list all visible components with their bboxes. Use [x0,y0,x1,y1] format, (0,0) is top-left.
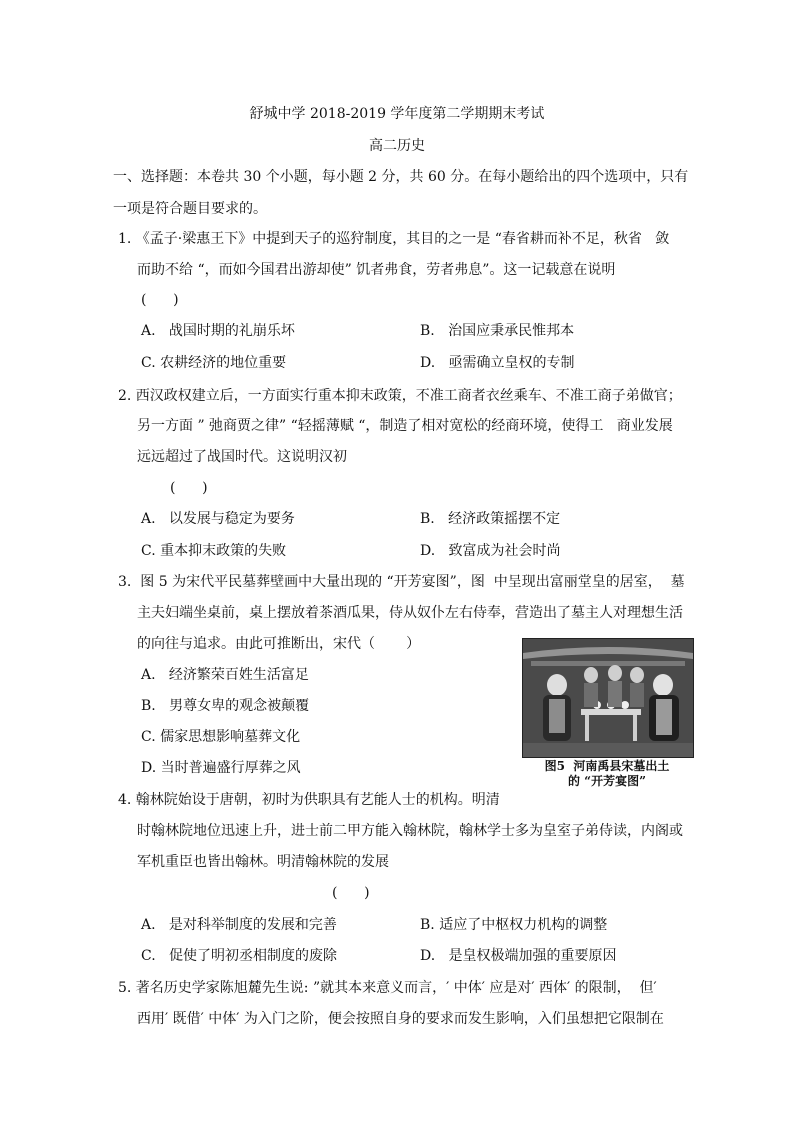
q3-stem-line2: 主夫妇端坐桌前，桌上摆放着茶酒瓜果，侍从奴仆左右侍奉，营造出了墓主人对理想生活 [137,605,683,621]
mural-illustration [523,639,693,757]
q4-option-c[interactable]: C. 促使了明初丞相制度的废除 [141,948,338,964]
q3-option-c[interactable]: C. 儒家思想影响墓葬文化 [141,729,301,745]
q2-option-a[interactable]: A. 以发展与稳定为要务 [141,511,295,527]
figure-caption-line2: 的 “开芳宴图” [568,774,646,788]
q5-stem-line2: 西用′ 既借′ 中体′ 为入门之阶，便会按照自身的要求而发生影响，入们虽想把它限制在 [137,1011,664,1027]
q3-option-a[interactable]: A. 经济繁荣百姓生活富足 [141,667,309,683]
q1-answer-paren: ( ) [141,292,179,308]
tomb-mural-image [522,638,694,758]
q4-option-d[interactable]: D. 是皇权极端加强的重要原因 [420,948,617,964]
q1-option-a[interactable]: A. 战国时期的礼崩乐坏 [141,323,295,339]
section-instructions-line2: 一项是符合题目要求的。 [113,201,267,217]
q2-option-c[interactable]: C. 重本抑末政策的失败 [141,543,287,559]
q4-stem-line2: 时翰林院地位迅速上升，进士前二甲方能入翰林院，翰林学士多为皇室子弟侍读，内阁或 [137,823,683,839]
figure-caption-line1: 图5 河南禹县宋墓出土 [544,759,670,773]
q1-option-c[interactable]: C. 农耕经济的地位重要 [141,355,287,371]
section-instructions-line1: 一、选择题：本卷共 30 个小题，每小题 2 分，共 60 分。在每小题给出的四个选项中，只有 [113,169,689,185]
q4-stem-line3: 军机重臣也皆出翰林。明清翰林院的发展 [137,854,389,870]
subject-title: 高二历史 [369,138,425,154]
q1-option-d[interactable]: D. 亟需确立皇权的专制 [420,355,575,371]
q3-option-b[interactable]: B. 男尊女卑的观念被颠覆 [141,698,310,714]
q2-answer-paren: ( ) [170,480,208,496]
q3-stem-line3: 的向往与追求。由此可推断出，宋代（ ） [137,636,421,652]
q4-stem-line1: 4. 翰林院始设于唐朝，初时为供职具有艺能人士的机构。明清 [118,792,500,808]
q3-option-d[interactable]: D. 当时普遍盛行厚葬之风 [141,760,301,776]
q2-stem-line1: 2. 西汉政权建立后，一方面实行重本抑末政策，不准工商者衣丝乘车、不准工商子弟做官； [118,388,682,404]
q4-option-a[interactable]: A. 是对科举制度的发展和完善 [141,917,337,933]
q1-stem-line2: 而助不给 “，而如今国君出游却使” 饥者弗食，劳者弗息”。这一记载意在说明 [137,262,616,278]
q1-stem-line1: 1. 《孟子·梁惠王下》中提到天子的巡狩制度，其目的之一是 “春省耕而补不足，秋省 敛 [118,231,670,247]
q2-stem-line2: 另一方面 ” 弛商贾之律” “轻摇薄赋 “，制造了相对宽松的经商环境，使得工 商业发展 [137,418,673,434]
q2-stem-line3: 远远超过了战国时代。这说明汉初 [137,449,347,465]
q5-stem-line1: 5. 著名历史学家陈旭麓先生说: ”就其本来意义而言，′ 中体′ 应是对′ 西体′ 的限制， 但′ [118,980,657,996]
q4-option-b[interactable]: B. 适应了中枢权力机构的调整 [420,917,608,933]
q3-stem-line1: 3. 图 5 为宋代平民墓葬壁画中大量出现的 “开芳宴图”，图 中呈现出富丽堂皇的居室， 墓 [118,574,685,590]
q2-option-b[interactable]: B. 经济政策摇摆不定 [420,511,561,527]
q1-option-b[interactable]: B. 治国应秉承民惟邦本 [420,323,575,339]
q4-answer-paren: ( ) [332,885,370,901]
q2-option-d[interactable]: D. 致富成为社会时尚 [420,543,561,559]
exam-title: 舒城中学 2018-2019 学年度第二学期期末考试 [249,106,545,122]
